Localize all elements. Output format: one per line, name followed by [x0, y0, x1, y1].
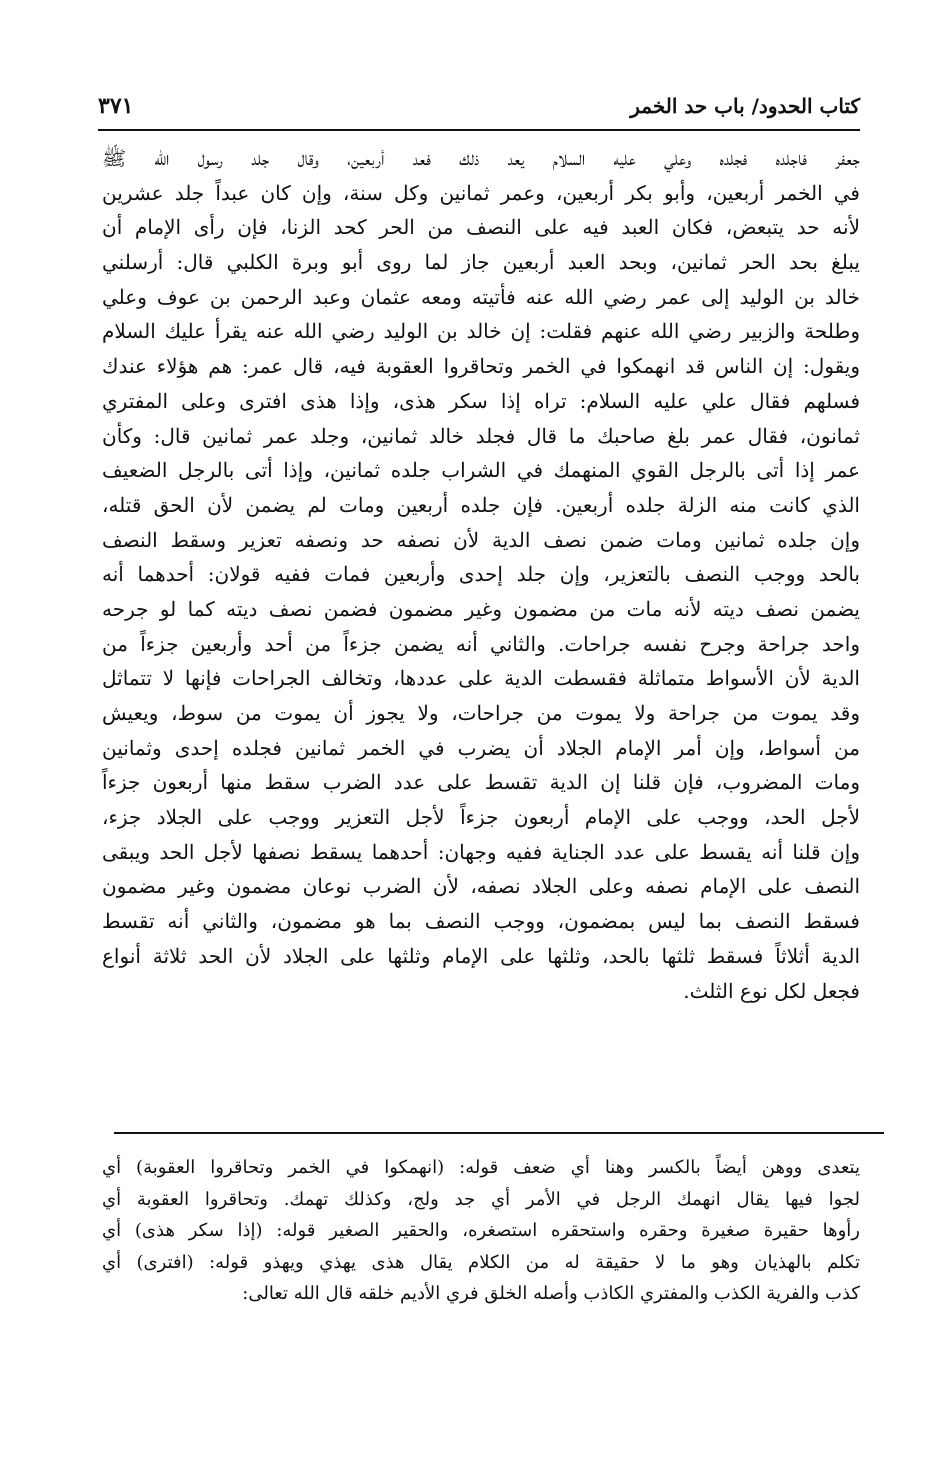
- main-text: [102, 141, 860, 1008]
- text-line: خالد بن الوليد إلى عمر رضي الله عنه فأتيته ومعه عثمان وعبد الرحمن بن عوف وعلي: [102, 284, 860, 309]
- text-line: وطلحة والزبير رضي الله عنهم فقلت: إن خالد بن الوليد رضي الله عنه يقرأ عليك السلام: [102, 319, 860, 344]
- text-line: فسقط النصف بما ليس بمضمون، ووجب النصف بما هو مضمون، والثاني أنه تقسط: [102, 909, 860, 934]
- footnote-line: رأوها حقيرة صغيرة وحقره واستحقره استصغره، والحقير الصغير قوله: (إذا سكر هذى) أي: [102, 1220, 860, 1241]
- text-line: لأجل الحد، ووجب على الإمام أربعون جزءاً لأجل التعزير ووجب على الجلاد جزء،: [102, 805, 860, 830]
- text-line: عمر إذا أتى بالرجل القوي المنهمك في الشراب جلده ثمانين، وإذا أتى بالرجل الضعيف: [102, 458, 860, 483]
- text-line: من أسواط، وإن أمر الإمام الجلاد أن يضرب في الخمر ثمانين فجلده إحدى وثمانين: [102, 735, 860, 760]
- text-line: لأنه حد يتبعض، فكان العبد فيه على النصف من الحر كحد الزنا، فإن رأى الإمام أن: [102, 215, 860, 240]
- text-line: الدية لأن الأسواط متماثلة فقسطت الدية على عددها، وتخالف الجراحات فإنها لا تتماثل: [102, 666, 860, 691]
- text-line: يضمن نصف ديته لأنه مات من مضمون وغير مضمون فضمن نصف ديته كما لو جرحه: [102, 596, 860, 621]
- footnote-line: يتعدى ووهن أيضاً بالكسر وهنا أي ضعف قوله: (انهمكوا في الخمر وتحاقروا العقوبة) أي: [102, 1157, 860, 1178]
- text-line: ويقول: إن الناس قد انهمكوا في الخمر وتحاقروا العقوبة فيه، قال عمر: هم هؤلاء عندك: [102, 354, 860, 379]
- page-number: ٣٧١: [98, 93, 134, 119]
- text-line: ثمانون، فقال عمر بلغ صاحبك ما قال فجلد خالد ثمانين، وجلد عمر ثمانين قال: وكأن: [102, 423, 860, 448]
- footnote-rule: [114, 1132, 884, 1134]
- text-line: الدية أثلاثاً فسقط ثلثها بالحد، وثلثها على الإمام وثلثها على الجلاد لأن الحد ثلاثة أنواع: [102, 943, 860, 968]
- footnote-line: تكلم بالهذيان وهو ما لا حقيقة له من الكلام يقال هذى يهذي ويهذو قوله: (افترى) أي: [102, 1251, 860, 1273]
- text-line: بالحد ووجب النصف بالتعزير، وإن جلد إحدى وأربعين فمات ففيه قولان: أحدهما أنه: [102, 562, 860, 587]
- text-line: فسلهم فقال علي عليه السلام: تراه إذا سكر هذى، وإذا هذى افترى وعلى المفتري: [102, 388, 860, 413]
- header-rule: [98, 129, 860, 131]
- text-line: الذي كانت منه الزلة جلده أربعين. فإن جلده أربعين ومات لم يضمن لأن الحق قتله،: [102, 492, 860, 517]
- running-head: [98, 86, 860, 126]
- text-line: وإن قلنا أنه يقسط على عدد الجناية ففيه وجهان: أحدهما يسقط نصفها لأجل الحد ويبقى: [102, 839, 860, 864]
- text-line: واحد جراحة وجرح نفسه جراحات. والثاني أنه يضمن جزءاً من أحد وأربعين جزءاً من: [102, 631, 860, 656]
- text-line: يبلغ بحد الحر ثمانين، وبحد العبد أربعين جاز لما روى أبو وبرة الكلبي قال: أرسلني: [102, 250, 860, 275]
- text-line: في الخمر أربعين، وأبو بكر أربعين، وعمر ثمانين وكل سنة، وإن كان عبداً جلد عشرين: [102, 180, 860, 205]
- running-title: كتاب الحدود/ باب حد الخمر: [630, 94, 860, 118]
- text-line: ومات المضروب، فإن قلنا إن الدية تقسط على عدد الضرب سقط منها أربعون جزءاً: [102, 770, 860, 795]
- text-line: وقد يموت من جراحة ولا يموت من جراحات، ولا يجوز أن يموت من سوط، ويعيش: [102, 701, 860, 725]
- text-line: جعفر فاجلده فجلده وعلي عليه السلام يعد ذلك فعد أربعين، وقال جلد رسول الله ﷺ: [102, 146, 860, 170]
- text-line: فجعل لكل نوع الثلث.: [683, 978, 860, 1003]
- text-line: النصف على الإمام نصفه وعلى الجلاد نصفه، لأن الضرب نوعان مضمون وغير مضمون: [102, 874, 860, 899]
- footnote-line: لجوا فيها يقال انهمك الرجل في الأمر أي جد ولج، وكذلك تهمك. وتحاقروا العقوبة أي: [102, 1188, 860, 1210]
- text-line: وإن جلده ثمانين ومات ضمن نصف الدية لأن نصفه حد ونصفه تعزير وسقط النصف: [102, 527, 860, 552]
- footnotes: [102, 1152, 860, 1310]
- footnote-line: كذب والفرية الكذب والمفتري الكاذب وأصله الخلق فري الأديم خلقه قال الله تعالى:: [242, 1283, 860, 1304]
